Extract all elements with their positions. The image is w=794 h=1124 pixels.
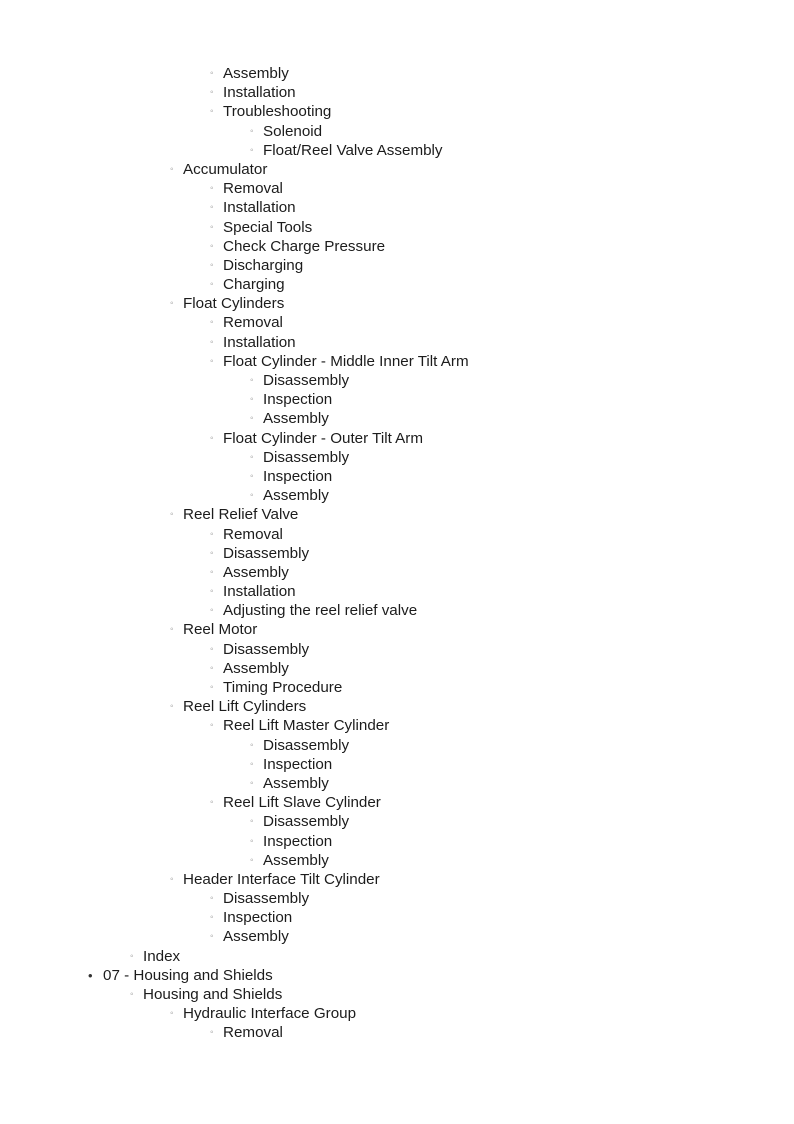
hollow-bullet-icon: ◦ bbox=[210, 87, 214, 99]
toc-item[interactable] bbox=[0, 832, 794, 851]
hollow-bullet-icon: ◦ bbox=[250, 758, 254, 770]
toc-item[interactable] bbox=[0, 870, 794, 889]
hollow-bullet-icon: ◦ bbox=[210, 528, 214, 540]
toc-item[interactable] bbox=[0, 429, 794, 448]
toc-item[interactable] bbox=[0, 198, 794, 217]
toc-item[interactable] bbox=[0, 812, 794, 831]
toc-item[interactable] bbox=[0, 505, 794, 524]
toc-item[interactable] bbox=[0, 544, 794, 563]
hollow-bullet-icon: ◦ bbox=[210, 893, 214, 905]
toc-item[interactable] bbox=[0, 179, 794, 198]
hollow-bullet-icon: ◦ bbox=[250, 125, 254, 137]
toc-item-label: Assembly bbox=[223, 928, 289, 946]
toc-item[interactable] bbox=[0, 563, 794, 582]
toc-item[interactable] bbox=[0, 237, 794, 256]
toc-item-label: Removal bbox=[223, 1024, 283, 1042]
hollow-bullet-icon: ◦ bbox=[210, 221, 214, 233]
hollow-bullet-icon: ◦ bbox=[250, 451, 254, 463]
toc-item-label: Disassembly bbox=[263, 448, 350, 466]
toc-item-label: Special Tools bbox=[223, 218, 313, 236]
hollow-bullet-icon: ◦ bbox=[210, 432, 214, 444]
toc-item-label: 07 - Housing and Shields bbox=[103, 966, 273, 984]
hollow-bullet-icon: ◦ bbox=[170, 873, 174, 885]
bullet-icon: • bbox=[88, 967, 93, 983]
hollow-bullet-icon: ◦ bbox=[250, 835, 254, 847]
hollow-bullet-icon: ◦ bbox=[210, 202, 214, 214]
toc-item[interactable] bbox=[0, 736, 794, 755]
toc-item-label: Reel Lift Slave Cylinder bbox=[223, 794, 381, 812]
hollow-bullet-icon: ◦ bbox=[250, 490, 254, 502]
hollow-bullet-icon: ◦ bbox=[210, 68, 214, 79]
hollow-bullet-icon: ◦ bbox=[210, 720, 214, 732]
toc-item[interactable] bbox=[0, 640, 794, 659]
toc-item-label: Reel Lift Master Cylinder bbox=[223, 717, 390, 735]
toc-item-label: Reel Motor bbox=[183, 621, 258, 639]
toc-item[interactable] bbox=[0, 966, 794, 985]
toc-item-label: Assembly bbox=[263, 774, 329, 792]
toc-item-label: Charging bbox=[223, 276, 285, 294]
toc-item[interactable] bbox=[0, 275, 794, 294]
toc-item[interactable] bbox=[0, 697, 794, 716]
toc-item[interactable] bbox=[0, 1004, 794, 1023]
hollow-bullet-icon: ◦ bbox=[210, 662, 214, 674]
hollow-bullet-icon: ◦ bbox=[130, 989, 134, 1000]
toc-item-label: Accumulator bbox=[183, 160, 268, 178]
toc-item[interactable] bbox=[0, 390, 794, 409]
hollow-bullet-icon: ◦ bbox=[130, 950, 134, 962]
toc-item[interactable] bbox=[0, 141, 794, 160]
toc-item-label: Installation bbox=[223, 84, 296, 102]
hollow-bullet-icon: ◦ bbox=[250, 413, 254, 425]
hollow-bullet-icon: ◦ bbox=[210, 336, 214, 348]
toc-item-label: Troubleshooting bbox=[223, 103, 332, 121]
hollow-bullet-icon: ◦ bbox=[210, 643, 214, 655]
toc-item[interactable] bbox=[0, 889, 794, 908]
toc-item[interactable] bbox=[0, 985, 794, 1004]
toc-item[interactable] bbox=[0, 160, 794, 179]
toc-item[interactable] bbox=[0, 371, 794, 390]
toc-item[interactable] bbox=[0, 467, 794, 486]
toc-item-label: Installation bbox=[223, 199, 296, 217]
hollow-bullet-icon: ◦ bbox=[210, 605, 214, 617]
toc-item-label: Check Charge Pressure bbox=[223, 237, 386, 255]
toc-item-label: Header Interface Tilt Cylinder bbox=[183, 870, 380, 888]
toc-item-label: Hydraulic Interface Group bbox=[183, 1005, 357, 1023]
toc-item-label: Disassembly bbox=[263, 813, 350, 831]
toc-item-label: Inspection bbox=[263, 832, 333, 850]
toc-item-label: Inspection bbox=[263, 755, 333, 773]
toc-item[interactable] bbox=[0, 448, 794, 467]
toc-item-label: Housing and Shields bbox=[143, 986, 283, 1003]
toc-item-label: Removal bbox=[223, 180, 283, 198]
toc-item[interactable] bbox=[0, 1023, 794, 1042]
toc-item-label: Assembly bbox=[263, 851, 329, 869]
toc-item[interactable] bbox=[0, 218, 794, 237]
hollow-bullet-icon: ◦ bbox=[170, 509, 174, 521]
hollow-bullet-icon: ◦ bbox=[170, 298, 174, 310]
toc-item[interactable] bbox=[0, 927, 794, 946]
hollow-bullet-icon: ◦ bbox=[210, 183, 214, 195]
toc-item-label: Reel Relief Valve bbox=[183, 506, 299, 524]
toc-item[interactable] bbox=[0, 774, 794, 793]
toc-item-label: Disassembly bbox=[223, 890, 310, 908]
hollow-bullet-icon: ◦ bbox=[210, 240, 214, 252]
toc-item[interactable] bbox=[0, 102, 794, 121]
toc-item-label: Removal bbox=[223, 525, 283, 543]
hollow-bullet-icon: ◦ bbox=[250, 394, 254, 406]
toc-item[interactable] bbox=[0, 256, 794, 275]
toc-item-label: Inspection bbox=[263, 391, 333, 409]
toc-item[interactable] bbox=[0, 793, 794, 812]
toc-item-label: Float/Reel Valve Assembly bbox=[263, 141, 443, 159]
toc-item-label: Adjusting the reel relief valve bbox=[223, 602, 418, 620]
toc-item-label: Disassembly bbox=[223, 544, 310, 562]
toc-item[interactable] bbox=[0, 947, 794, 966]
hollow-bullet-icon: ◦ bbox=[170, 1008, 174, 1020]
toc-item-label: Float Cylinder - Middle Inner Tilt Arm bbox=[223, 352, 469, 370]
toc-item-label: Removal bbox=[223, 314, 283, 332]
toc-item-label: Disassembly bbox=[263, 372, 350, 389]
toc-item-label: Solenoid bbox=[263, 122, 323, 140]
hollow-bullet-icon: ◦ bbox=[210, 1027, 214, 1039]
hollow-bullet-icon: ◦ bbox=[210, 912, 214, 924]
toc-item[interactable] bbox=[0, 83, 794, 102]
hollow-bullet-icon: ◦ bbox=[250, 854, 254, 866]
hollow-bullet-icon: ◦ bbox=[210, 547, 214, 559]
hollow-bullet-icon: ◦ bbox=[210, 259, 214, 271]
toc-item[interactable] bbox=[0, 659, 794, 678]
toc-item-label: Assembly bbox=[223, 65, 289, 82]
toc-item[interactable] bbox=[0, 486, 794, 505]
toc-item[interactable] bbox=[0, 601, 794, 620]
toc-item-label: Assembly bbox=[223, 563, 289, 581]
hollow-bullet-icon: ◦ bbox=[210, 566, 214, 578]
hollow-bullet-icon: ◦ bbox=[250, 470, 254, 482]
toc-item[interactable] bbox=[0, 582, 794, 601]
toc-item[interactable] bbox=[0, 716, 794, 735]
toc-item-label: Installation bbox=[223, 583, 296, 601]
toc-item[interactable] bbox=[0, 294, 794, 313]
hollow-bullet-icon: ◦ bbox=[250, 777, 254, 789]
toc-item-label: Timing Procedure bbox=[223, 679, 343, 696]
toc-item-label: Float Cylinder - Outer Tilt Arm bbox=[223, 429, 424, 447]
toc-item[interactable] bbox=[0, 678, 794, 697]
toc-item[interactable] bbox=[0, 122, 794, 141]
hollow-bullet-icon: ◦ bbox=[210, 355, 214, 367]
hollow-bullet-icon: ◦ bbox=[210, 797, 214, 809]
toc-item-label: Reel Lift Cylinders bbox=[183, 698, 307, 716]
hollow-bullet-icon: ◦ bbox=[170, 701, 174, 713]
hollow-bullet-icon: ◦ bbox=[210, 317, 214, 329]
toc-item-label: Installation bbox=[223, 333, 296, 351]
toc-item[interactable] bbox=[0, 851, 794, 870]
toc-item-label: Discharging bbox=[223, 256, 304, 274]
toc-item-label: Index bbox=[143, 947, 181, 965]
toc-item[interactable] bbox=[0, 620, 794, 639]
hollow-bullet-icon: ◦ bbox=[170, 624, 174, 636]
toc-item-label: Disassembly bbox=[263, 736, 350, 754]
toc-item-label: Inspection bbox=[223, 909, 293, 927]
toc-item-label: Inspection bbox=[263, 467, 333, 485]
hollow-bullet-icon: ◦ bbox=[210, 682, 214, 693]
toc-item-label: Assembly bbox=[223, 659, 289, 677]
hollow-bullet-icon: ◦ bbox=[250, 144, 254, 156]
toc-item[interactable] bbox=[0, 755, 794, 774]
toc-item[interactable] bbox=[0, 313, 794, 332]
toc-item[interactable] bbox=[0, 352, 794, 371]
table-of-contents bbox=[0, 64, 794, 1043]
toc-item[interactable] bbox=[0, 64, 794, 83]
toc-item-label: Float Cylinders bbox=[183, 295, 285, 313]
hollow-bullet-icon: ◦ bbox=[210, 931, 214, 943]
toc-item[interactable] bbox=[0, 333, 794, 352]
hollow-bullet-icon: ◦ bbox=[170, 163, 174, 175]
hollow-bullet-icon: ◦ bbox=[250, 739, 254, 751]
toc-item-label: Assembly bbox=[263, 487, 329, 505]
toc-item-label: Assembly bbox=[263, 410, 329, 428]
hollow-bullet-icon: ◦ bbox=[210, 279, 214, 291]
toc-item-label: Disassembly bbox=[223, 640, 310, 658]
hollow-bullet-icon: ◦ bbox=[210, 106, 214, 118]
hollow-bullet-icon: ◦ bbox=[210, 586, 214, 598]
hollow-bullet-icon: ◦ bbox=[250, 375, 254, 386]
hollow-bullet-icon: ◦ bbox=[250, 816, 254, 828]
toc-item[interactable] bbox=[0, 908, 794, 927]
toc-item[interactable] bbox=[0, 409, 794, 428]
toc-item[interactable] bbox=[0, 525, 794, 544]
